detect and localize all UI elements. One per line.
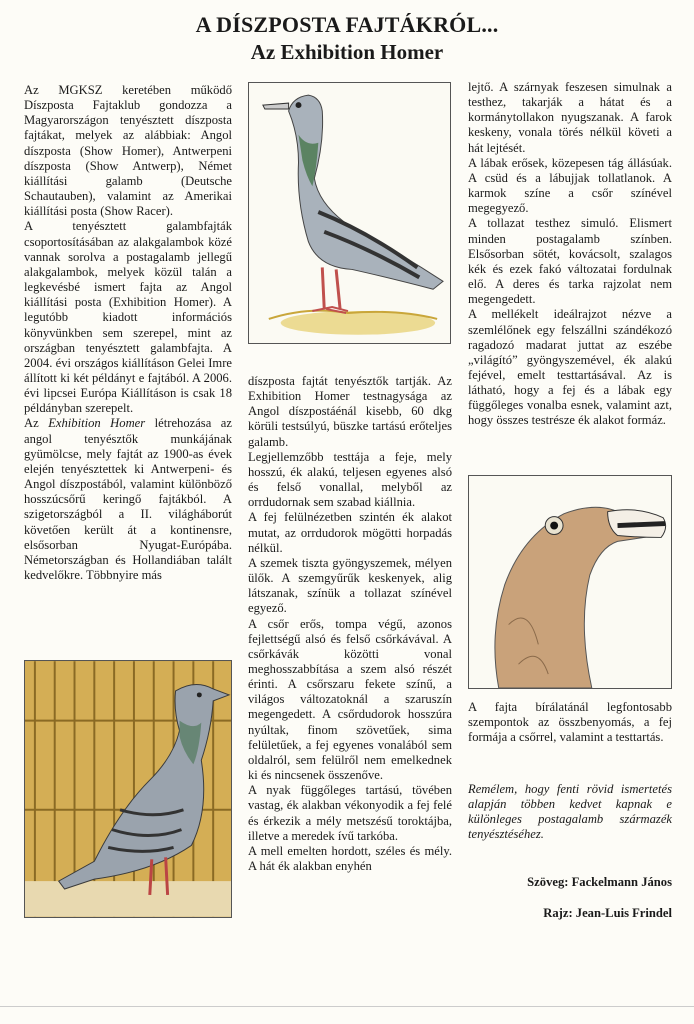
pigeon-head-illustration — [468, 475, 672, 689]
column-3-lower — [468, 700, 672, 745]
column-2 — [248, 374, 452, 874]
text-span: Az — [24, 416, 49, 431]
page-edge-divider — [0, 1006, 694, 1007]
paragraph: A lábak erősek, közepesen tág állásúak. A csüd és a lábujjak tollatlanok. A karmok színe a csőr színével megegyező. — [468, 155, 672, 216]
paragraph — [24, 416, 232, 583]
closing-remark — [468, 782, 672, 843]
text-credit: Szöveg: Fackelmann János — [527, 875, 672, 889]
paragraph: Remélem, hogy fenti rövid ismertetés alapján többen kedvet kapnak e különleges postagalamb származék tenyésztéséhez. — [468, 782, 672, 842]
paragraph: A szemek tiszta gyöngyszemek, mélyen ülők. A szemgyűrűk keskenyek, alig látszanak, színük a tollazat színével egyező. — [248, 555, 452, 616]
paragraph: lejtő. A szárnyak feszesen simulnak a testhez, takarják a hátat és a kormánytollakon nyugszanak. A farok keskeny, vonala törés nélkül követi a hát lejtését. — [468, 80, 672, 155]
pigeon-photo — [24, 660, 232, 918]
text-span: létrehozása az angol tenyésztők munkájának gyümölcse, mely fajtát az 1900-as évek elején tenyésztettek ki Antwerpeni- és Angol díszpostából, valamint különböző hosszúcsőrű keringő fajtákból. A szigetországból a II. világháborút követően került át a kontinensre, elsősorban Nyugat-Európába. Németországban és Hollandiában talált kedvelőkre. Többnyire más — [24, 416, 232, 582]
pigeon-photo-svg — [25, 661, 231, 917]
column-1 — [24, 83, 232, 583]
paragraph: Legjellemzőbb testtája a feje, mely hosszú, ék alakú, teljesen egyenes alsó és felső vonallal, melyből az orrdudornak sem szabad kiállnia. — [248, 449, 452, 510]
article-title: A DÍSZPOSTA FAJTÁKRÓL... — [195, 12, 499, 37]
drawing-credit: Rajz: Jean-Luis Frindel — [543, 906, 672, 920]
column-3 — [468, 80, 672, 429]
paragraph: A fajta bírálatánál legfontosabb szempontok az összbenyomás, a fej formája a csőrrel, valamint a testtartás. — [468, 700, 672, 745]
paragraph: díszposta fajtát tenyésztők tartják. Az Exhibition Homer testnagysága az Angol díszpostáénál kisebb, 60 dkg körüli testsúlyú, büszke tartású erőteljes galamb. — [248, 374, 452, 449]
breed-name-italic: Exhibition Homer — [48, 416, 146, 431]
paragraph: A fej felülnézetben szintén ék alakot mutat, az orrdudorok mögötti horpadás nélkül. — [248, 510, 452, 555]
pigeon-drawing-svg — [249, 83, 450, 343]
paragraph: A tenyésztett galambfajták csoportosításában az alakgalambok közé vannak sorolva a postagalamb jellegű alakgalambok, melyek közül talán a legkevésbé ismert fajta az Angol kiállítási posta (Exhibition Homer). A legutóbb kiadott információs könyvünkben sem szerepel, mint az országban tenyésztett galambfajta. A 2004. évi országos kiállításon Gelei Imre állított ki két példányt e fajtából. A 2006. évi lipcsei Európa Kiállításon is csak 18 példányban szerepelt. — [24, 219, 232, 416]
pigeon-head-svg — [469, 476, 671, 688]
paragraph: A mellékelt ideálrajzot nézve a szemlélőnek egy felszállni szándékozó ragadozó madarat juttat az eszébe „világító” gyöngyszemével, ék alakú fejével, emelt testtartásával. Az is látható, hogy a fej és a lábak egy függőleges vonalba esnek, valamint azt, hogy összes testrésze ék alakot formáz. — [468, 307, 672, 428]
paragraph: A tollazat testhez simuló. Elismert minden postagalamb színben. Elsősorban sötét, kovácsolt, szalagos kék és ezek fakó változatai fordulnak elő. A deres és tarka rajzolat nem megengedett. — [468, 216, 672, 307]
paragraph: A nyak függőleges tartású, tövében vastag, ék alakban vékonyodik a fej felé és érkezik a mély metszésű toroktájba, illetve a meredek ívű tarkóba. — [248, 783, 452, 843]
paragraph: A csőr erős, tompa végű, azonos fejlettségű alsó és felső csőrkávával. A csőrkávák közötti vonal meghosszabbítása a szem alsó részét érinti. A csőrszaru fekete színű, a világos változatoknál a szaruszín megengedett. A csőrdudorok hosszúra nyúltak, finom szövetűek, sima felületűek, a fej egyenes vonalából sem oldalról, sem felülről nem emelkednek ki és nincsenek összenőve. — [248, 616, 452, 783]
paragraph: Az MGKSZ keretében működő Díszposta Fajtaklub gondozza a Magyarországon tenyésztett díszposta fajtákat, melyek az alábbiak: Angol díszposta (Show Homer), Antwerpeni díszposta (Show Antwerp), Német kiállítási galamb (Deutsche Schautauben), valamint az Amerikai kiállítási posta (Show Racer). — [24, 83, 232, 219]
pigeon-illustration — [248, 82, 451, 344]
paragraph: A mell emelten hordott, széles és mély. A hát ék alakban enyhén — [248, 843, 452, 873]
article-subtitle: Az Exhibition Homer — [250, 40, 444, 64]
